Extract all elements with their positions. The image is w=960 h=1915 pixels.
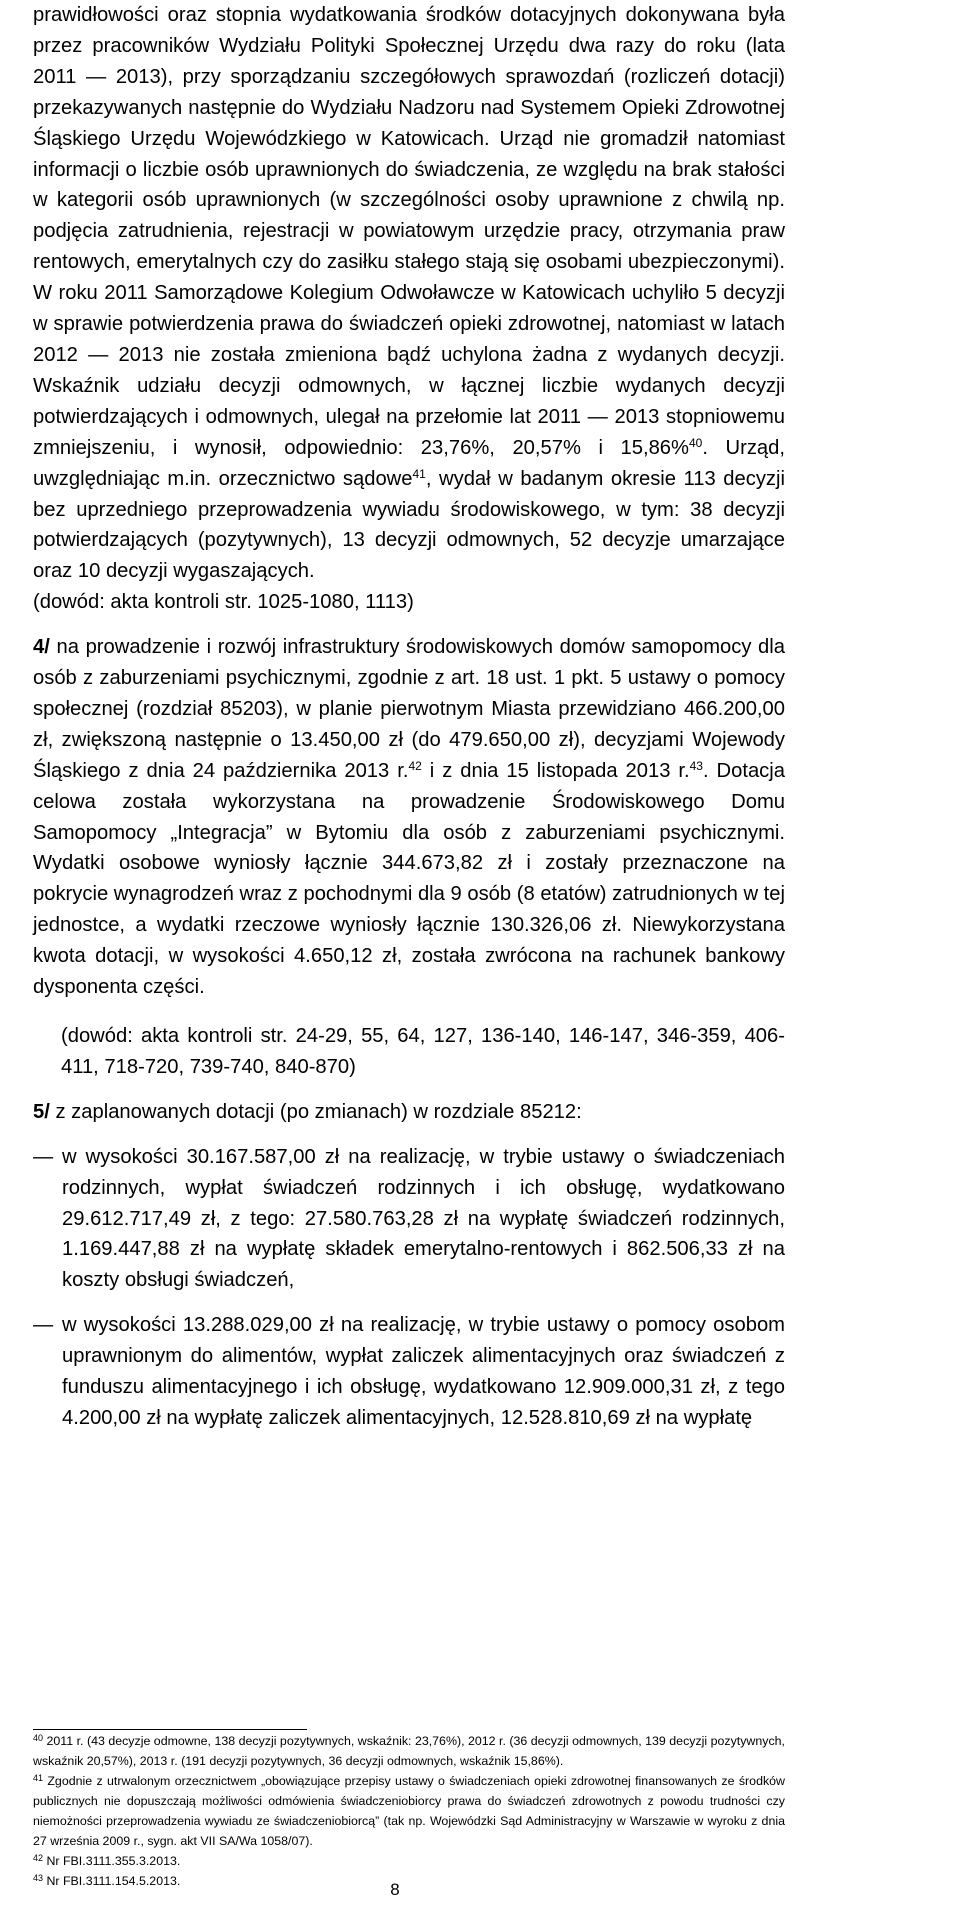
footnote-ref-41[interactable]: 41 xyxy=(412,466,426,481)
section-4-paragraph: 4/ na prowadzenie i rozwój infrastruktury środowiskowych domów samopomocy dla osób z zaburzeniami psychicznymi, zgodnie z art. 18 ust. 1 pkt. 5 ustawy o pomocy społecznej (rozdział 85203), w planie pierwotnym Miasta przewidziano 466.200,00 zł, zwiększoną następnie o 13.450,00 zł (do 479.650,00 zł), decyzjami Wojewody Śląskiego z dnia 24 października 2013 r.$^{42}$ i z dnia 15 listopada 2013 r.$^{43}$. Dotacja celowa została wykorzystana na prowadzenie Środowiskowego Domu Samopomocy „Integracja” w Bytomiu dla osób z zaburzeniami psychicznymi. Wydatki osobowe wyniosły łącznie 344.673,82 zł i zostały przeznaczone na pokrycie wynagrodzeń wraz z pochodnymi dla 9 osób (8 etatów) zatrudnionych w tej jednostce, a wydatki rzeczowe wyniosły łącznie 130.326,06 zł. Niewykorzystana kwota dotacji, w wysokości 4.650,12 zł, została zwrócona na rachunek bankowy dysponenta części. xyxy=(33,636,785,999)
evidence-reference: (dowód: akta kontroli str. 1025-1080, 1113) xyxy=(33,591,414,614)
dash-list xyxy=(33,1142,785,1434)
list-item: — w wysokości 13.288.029,00 zł na realizację, w trybie ustawy o pomocy osobom uprawnionym do alimentów, wypłat zaliczek alimentacyjnych oraz świadczeń z funduszu alimentacyjnego i ich obsługę, wydatkowano 12.909.000,31 zł, z tego 4.200,00 zł na wypłatę zaliczek alimentacyjnych, 12.528.810,69 zł na wypłatę xyxy=(33,1310,785,1434)
footnotes xyxy=(33,1731,785,1891)
section-number: 4/ xyxy=(33,636,50,659)
page-number: 8 xyxy=(390,1880,400,1899)
dash-bullet: — xyxy=(33,1314,54,1337)
section-5-heading: 5/ z zaplanowanych dotacji (po zmianach) w rozdziale 85212: xyxy=(33,1100,582,1123)
main-text xyxy=(33,0,785,1434)
list-item: — w wysokości 30.167.587,00 zł na realizację, w trybie ustawy o świadczeniach rodzinnych, wypłat świadczeń rodzinnych i ich obsługę, wydatkowano 29.612.717,49 zł, z tego: 27.580.763,28 zł na wypłatę świadczeń rodzinnych, 1.169.447,88 zł na wypłatę składek emerytalno-rentowych i 862.506,33 zł na koszty obsługi świadczeń, xyxy=(33,1142,785,1297)
footnote: $^{40}$ 2011 r. (43 decyzje odmowne, 138 decyzji pozytywnych, wskaźnik: 23,76%), 2012 r. (36 decyzji odmownych, 139 decyzji pozytywnych, wskaźnik 20,57%), 2013 r. (191 decyzji pozytywnych, 36 decyzji odmownych, wskaźnik 15,86%). xyxy=(33,1733,785,1768)
footnote-ref-43[interactable]: 43 xyxy=(689,758,703,773)
footnote: $^{42}$ Nr FBI.3111.355.3.2013. xyxy=(33,1853,181,1868)
footnote: $^{41}$ Zgodnie z utrwalonym orzecznictwem „obowiązujące przepisy ustawy o świadczeniach opieki zdrowotnej finansowanych ze środków publicznych nie dopuszczają możliwości odmówienia świadczeniobiorcy prawa do świadczeń zdrowotnych z powodu trudności czy niemożności przeprowadzenia wywiadu ze świadczeniobiorcą” (tak np. Wojewódzki Sąd Administracyjny w Warszawie w wyroku z dnia 27 września 2009 r., sygn. akt VII SA/Wa 1058/07). xyxy=(33,1773,785,1848)
dash-bullet: — xyxy=(33,1145,54,1168)
footnote-separator xyxy=(33,1729,307,1730)
footnote: $^{43}$ Nr FBI.3111.154.5.2013. xyxy=(33,1873,181,1888)
paragraph-continuation: prawidłowości oraz stopnia wydatkowania środków dotacyjnych dokonywana była przez pracowników Wydziału Polityki Społecznej Urzędu dwa razy do roku (lata 2011 — 2013), przy sporządzaniu szczegółowych sprawozdań (rozliczeń dotacji) przekazywanych następnie do Wydziału Nadzoru nad Systemem Opieki Zdrowotnej Śląskiego Urzędu Wojewódzkiego w Katowicach. Urząd nie gromadził natomiast informacji o liczbie osób uprawnionych do świadczenia, ze względu na brak stałości w kategorii osób uprawnionych (w szczególności osoby uprawnione z chwilą np. podjęcia zatrudnienia, rejestracji w powiatowym urzędzie pracy, otrzymania praw rentowych, emerytalnych czy do zasiłku stałego stają się osobami ubezpieczonymi). W roku 2011 Samorządowe Kolegium Odwoławcze w Katowicach uchyliło 5 decyzji w sprawie potwierdzenia prawa do świadczeń opieki zdrowotnej, natomiast w latach 2012 — 2013 nie została zmieniona bądź uchylona żadna z wydanych decyzji. Wskaźnik udziału decyzji odmownych, w łącznej liczbie wydanych decyzji potwierdzających i odmownych, ulegał na przełomie lat 2011 — 2013 stopniowemu zmniejszeniu, i wynosił, odpowiednio: 23,76%, 20,57% i 15,86%$^{40}$. Urząd, uwzględniając m.in. orzecznictwo sądowe$^{41}$, wydał w badanym okresie 113 decyzji bez uprzedniego przeprowadzenia wywiadu środowiskowego, w tym: 38 decyzji potwierdzających (pozytywnych), 13 decyzji odmownych, 52 decyzje umarzające oraz 10 decyzji wygaszających. xyxy=(33,4,786,583)
footnote-ref-40[interactable]: 40 xyxy=(689,435,703,450)
evidence-reference: (dowód: akta kontroli str. 24-29, 55, 64, 127, 136-140, 146-147, 346-359, 406-411, 718-720, 739-740, 840-870) xyxy=(61,1025,785,1078)
section-number: 5/ xyxy=(33,1100,50,1123)
footnote-ref-42[interactable]: 42 xyxy=(408,758,422,773)
